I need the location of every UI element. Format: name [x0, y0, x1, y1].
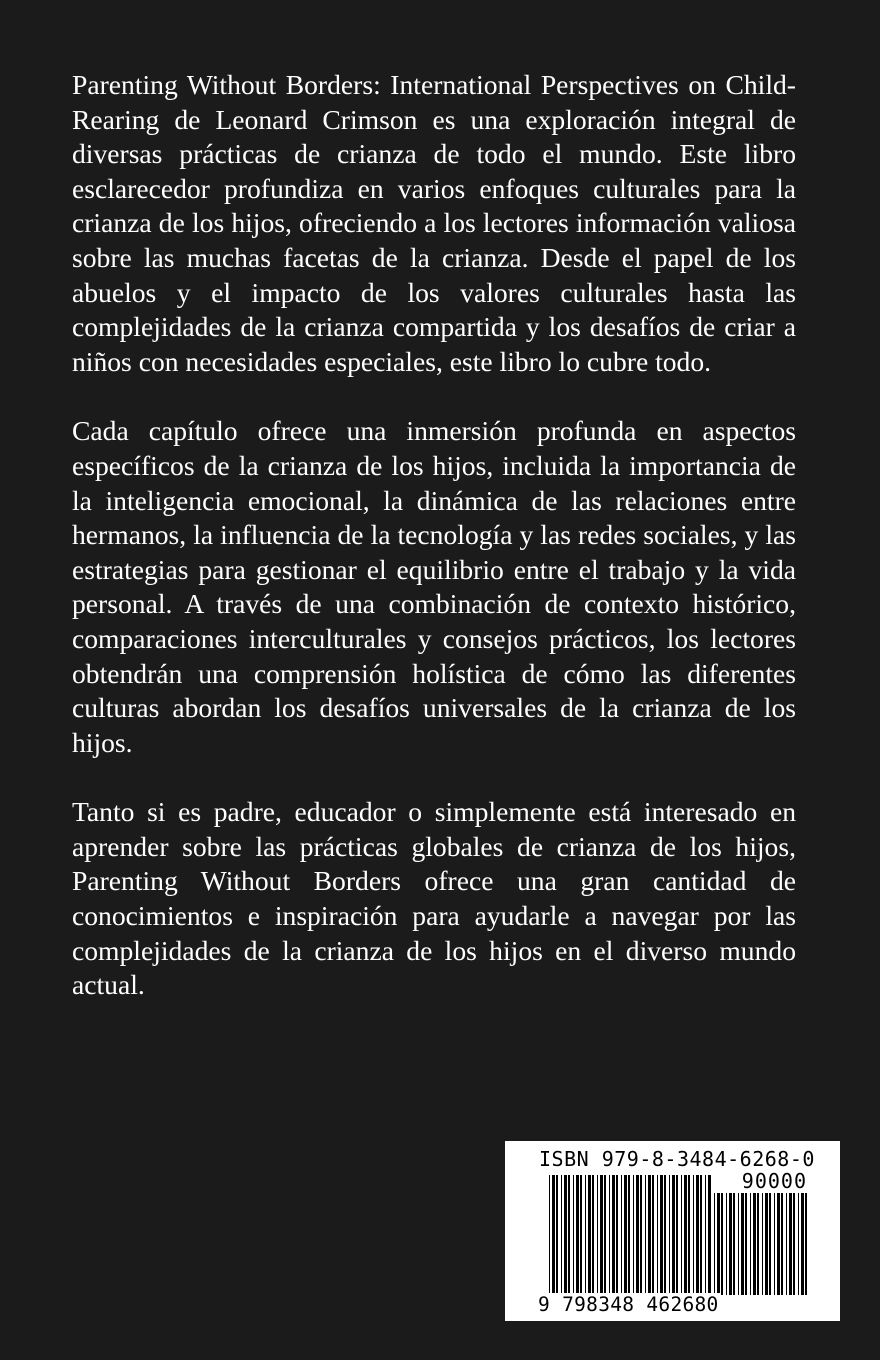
barcode-bar: [585, 1175, 586, 1297]
barcode-bar: [693, 1175, 694, 1297]
barcode-bar: [597, 1175, 598, 1297]
barcode-bar: [781, 1193, 783, 1295]
barcode-bar: [726, 1193, 727, 1295]
barcode-bar: [624, 1175, 627, 1297]
barcode-bar: [645, 1175, 646, 1297]
barcode-bar: [708, 1175, 711, 1297]
barcode-bar: [777, 1193, 780, 1295]
barcode-bar: [745, 1193, 747, 1295]
barcode-bar: [648, 1175, 651, 1297]
barcode-bar: [633, 1175, 634, 1297]
barcode-bar: [762, 1193, 763, 1295]
barcode-bar: [729, 1193, 732, 1295]
barcode-bar: [604, 1175, 606, 1297]
barcode-bar: [592, 1175, 594, 1297]
barcode-bar: [750, 1193, 751, 1295]
isbn-barcode-block: [505, 1141, 840, 1321]
barcode-bar: [805, 1193, 807, 1295]
barcode-bar: [576, 1175, 579, 1297]
barcode-bar: [549, 1175, 550, 1297]
barcode-bar: [561, 1175, 562, 1297]
blurb-text: [72, 68, 796, 1038]
barcode-bar: [681, 1175, 682, 1297]
barcode-bar: [676, 1175, 678, 1297]
barcode-bar: [552, 1175, 555, 1297]
barcode-bar: [664, 1175, 666, 1297]
barcode-bar: [609, 1175, 610, 1297]
barcode-bar: [705, 1175, 706, 1297]
ean-barcode-bars: [549, 1175, 711, 1297]
barcode-bar: [564, 1175, 567, 1297]
barcode-bar: [733, 1193, 735, 1295]
barcode-bar: [793, 1193, 795, 1295]
barcode-bar: [636, 1175, 639, 1297]
blurb-paragraph-3: Tanto si es padre, educador o simplemente está interesado en aprender sobre las prácticas globales de crianza de los hijos, Parenting Without Borders ofrece una gran cantidad de conocimientos e inspiración para ayudarle a navegar por las complejidades de la crianza de los hijos en el diverso mundo actual.: [72, 796, 796, 1001]
barcode-bar: [621, 1175, 622, 1297]
blurb-paragraph-2: Cada capítulo ofrece una inmersión profunda en aspectos específicos de la crianza de los hijos, incluida la importancia de la inteligencia emocional, la dinámica de las relaciones entre hermanos, la influencia de la tecnología y las redes sociales, y las estrategias para gestionar el equilibrio entre el trabajo y la vida personal. A través de una combinación de contexto histórico, comparaciones interculturales y consejos prácticos, los lectores obtendrán una comprensión holística de cómo las diferentes culturas abordan los desafíos universales de la crianza de los hijos.: [72, 415, 796, 758]
barcode-bar: [714, 1193, 715, 1295]
ean-digits: 9 798348 462680: [538, 1293, 719, 1316]
barcode-bar: [700, 1175, 702, 1297]
barcode-bar: [580, 1175, 582, 1297]
blurb-paragraph-1: Parenting Without Borders: International Perspectives on Child-Rearing de Leonard Crimson es una exploración integral de diversas prácticas de crianza de todo el mundo. Este libro esclarecedor profundiza en varios enfoques culturales para la crianza de los hijos, ofreciendo a los lectores información valiosa sobre las muchas facetas de la crianza. Desde el papel de los abuelos y el impacto de los valores culturales hasta las complejidades de la crianza compartida y los desafíos de criar a niños con necesidades especiales, este libro lo cubre todo.: [72, 69, 796, 377]
barcode-bar: [721, 1193, 723, 1295]
barcode-bar: [616, 1175, 618, 1297]
barcode-bar: [568, 1175, 570, 1297]
barcode-bar: [628, 1175, 630, 1297]
barcode-bar: [798, 1193, 799, 1295]
barcode-bar: [801, 1193, 804, 1295]
barcode-bar: [573, 1175, 574, 1297]
barcode-bar: [672, 1175, 675, 1297]
price-code: 90000: [741, 1169, 807, 1193]
barcode-bar: [774, 1193, 775, 1295]
barcode-bar: [696, 1175, 699, 1297]
barcode-bar: [657, 1175, 658, 1297]
barcode-bar: [786, 1193, 787, 1295]
barcode-bar: [765, 1193, 768, 1295]
barcode-bar: [669, 1175, 670, 1297]
barcode-bar: [717, 1193, 720, 1295]
barcode-bar: [556, 1175, 558, 1297]
barcode-bar: [757, 1193, 759, 1295]
barcode-bar: [660, 1175, 663, 1297]
barcode-bar: [612, 1175, 615, 1297]
barcode-bar: [769, 1193, 771, 1295]
barcode-bar: [688, 1175, 690, 1297]
barcode-bar: [738, 1193, 739, 1295]
isbn-label: ISBN 979-8-3484-6268-0: [539, 1147, 815, 1171]
barcode-bar: [652, 1175, 654, 1297]
barcode-bar: [600, 1175, 603, 1297]
barcode-bar: [753, 1193, 756, 1295]
barcode-bar: [741, 1193, 744, 1295]
addon-barcode-bars: [714, 1193, 808, 1295]
barcode-bar: [684, 1175, 687, 1297]
barcode-bar: [640, 1175, 642, 1297]
barcode-bar: [588, 1175, 591, 1297]
barcode-bar: [789, 1193, 792, 1295]
